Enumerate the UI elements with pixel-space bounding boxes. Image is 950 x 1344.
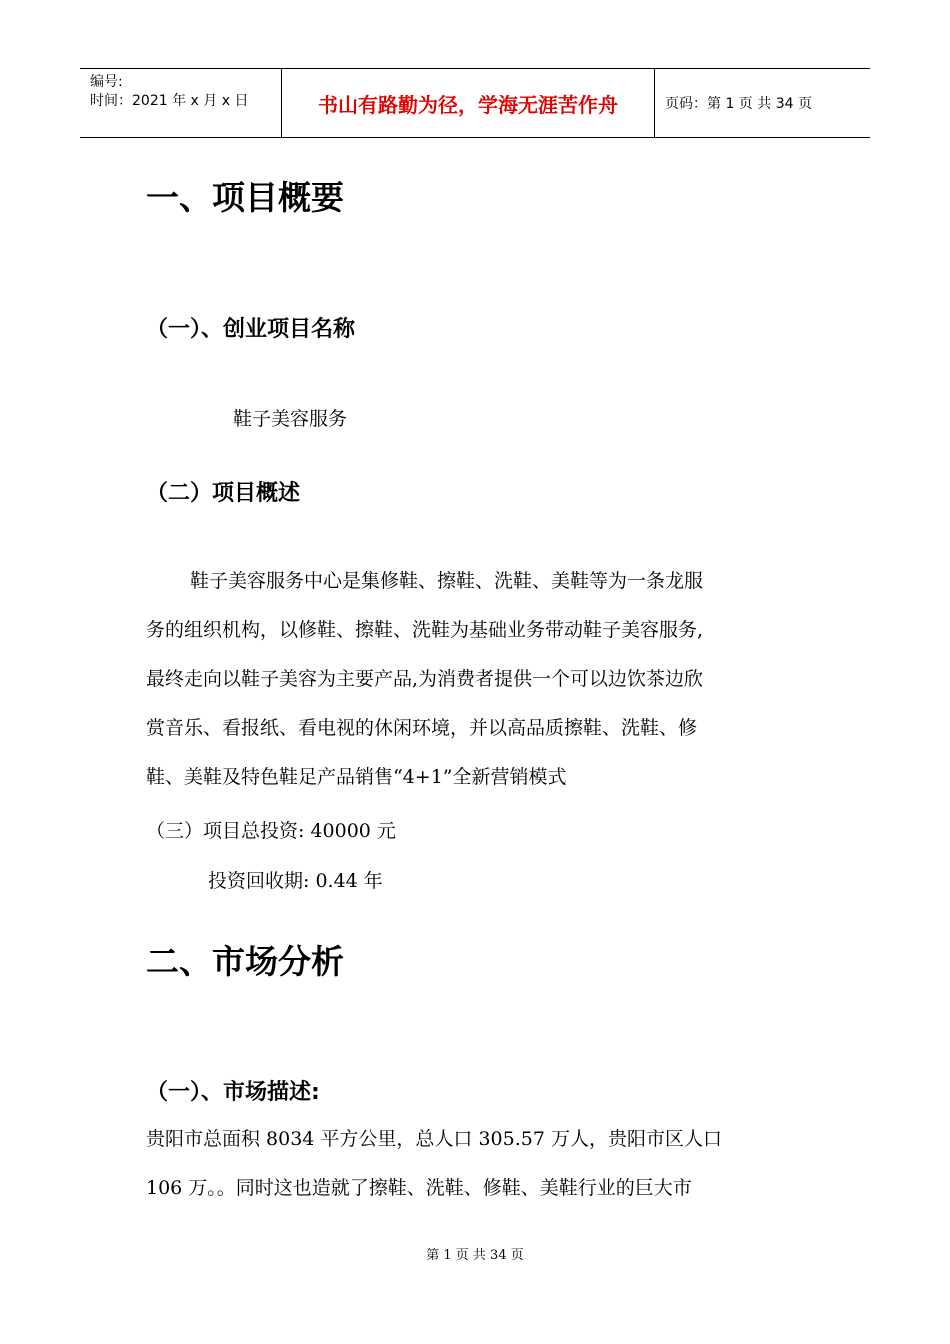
- header-page-info: 页码：第 1 页 共 34 页: [665, 96, 812, 112]
- paragraph-line: 务的组织机构，以修鞋、擦鞋、洗鞋为基础业务带动鞋子美容服务,: [146, 619, 704, 641]
- section-2-1-title: （一）、市场描述:: [146, 1080, 320, 1105]
- paragraph-line: 鞋子美容服务中心是集修鞋、擦鞋、洗鞋、美鞋等为一条龙服: [190, 570, 704, 592]
- paragraph-line: 赏音乐、看报纸、看电视的休闲环境，并以高品质擦鞋、洗鞋、修: [146, 717, 698, 739]
- paragraph-line: 鞋、美鞋及特色鞋足产品销售“4+1”全新营销模式: [146, 766, 567, 788]
- market-description-paragraph: [146, 1115, 806, 1213]
- header-meta: [80, 69, 281, 137]
- project-name: 鞋子美容服务: [233, 408, 348, 430]
- paragraph-line: 106 万。。同时这也造就了擦鞋、洗鞋、修鞋、美鞋行业的巨大市: [146, 1177, 692, 1199]
- section-1-2-title: （二）项目概述: [146, 481, 301, 506]
- paragraph-line: 贵阳市总面积 8034 平方公里，总人口 305.57 万人，贵阳市区人口: [146, 1128, 722, 1150]
- page-footer: 第 1 页 共 34 页: [426, 1248, 524, 1263]
- payback-period: 投资回收期: 0.44 年: [208, 870, 383, 892]
- page-header: [80, 68, 870, 138]
- section-2-title: 二、市场分析: [146, 942, 344, 981]
- section-1-title: 一、项目概要: [146, 178, 344, 217]
- paragraph-line: 最终走向以鞋子美容为主要产品,为消费者提供一个可以边饮茶边欣: [146, 668, 704, 690]
- time-label: 时间：2021 年 x 月 x 日: [90, 93, 249, 109]
- header-motto: 书山有路勤为径，学海无涯苦作舟: [281, 69, 655, 137]
- serial-label: 编号:: [90, 74, 123, 90]
- project-overview-paragraph: [146, 557, 806, 802]
- total-investment: （三）项目总投资: 40000 元: [146, 820, 396, 842]
- section-1-1-title: （一）、创业项目名称: [146, 317, 356, 342]
